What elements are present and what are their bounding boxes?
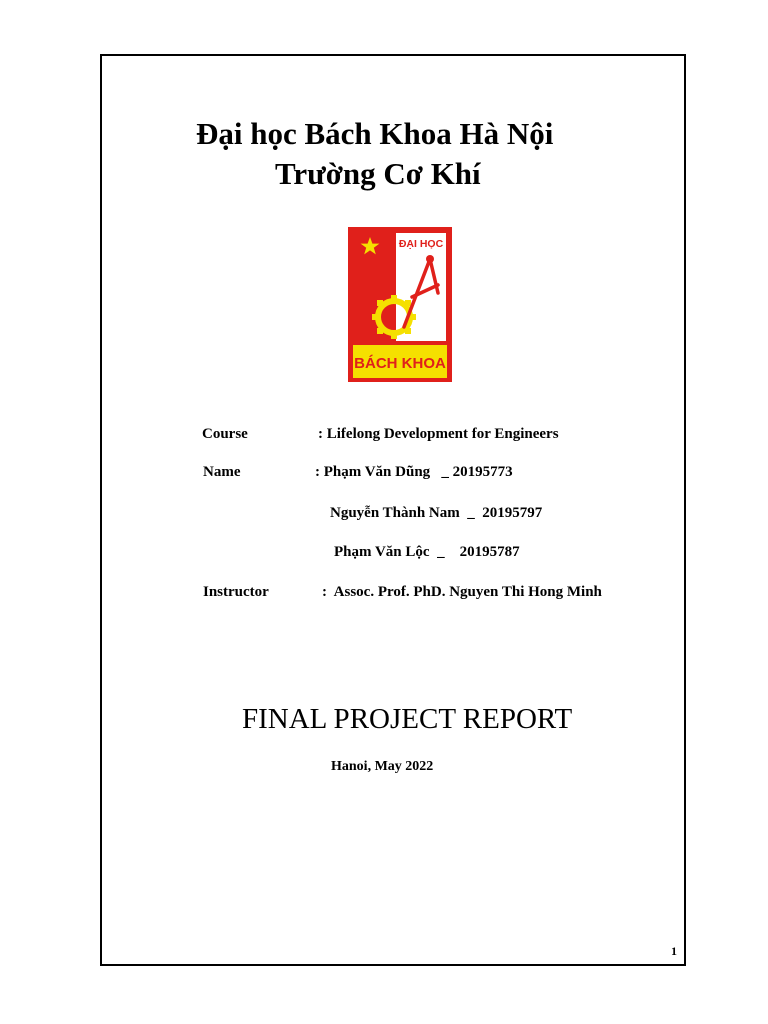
instructor-label: Instructor: [203, 584, 269, 600]
logo-top-text: ĐẠI HỌC: [398, 238, 444, 250]
member-1: : Phạm Văn Dũng _ 20195773: [315, 464, 513, 480]
university-title: Đại học Bách Khoa Hà Nội: [196, 116, 554, 151]
compass-hinge-icon: [426, 255, 434, 263]
member-3: Phạm Văn Lộc _ 20195787: [334, 544, 520, 560]
instructor-value: : Assoc. Prof. PhD. Nguyen Thi Hong Minh: [322, 584, 602, 600]
logo-bottom-text: BÁCH KHOA: [354, 355, 446, 372]
place-date: Hanoi, May 2022: [331, 759, 434, 774]
university-logo: [348, 227, 452, 382]
school-title: Trường Cơ Khí: [275, 156, 481, 191]
course-value: : Lifelong Development for Engineers: [318, 426, 559, 442]
page-number: 1: [671, 944, 677, 958]
member-2: Nguyễn Thành Nam _ 20195797: [330, 505, 543, 521]
course-label: Course: [202, 426, 248, 442]
name-label: Name: [203, 464, 241, 480]
report-title: FINAL PROJECT REPORT: [242, 703, 573, 735]
